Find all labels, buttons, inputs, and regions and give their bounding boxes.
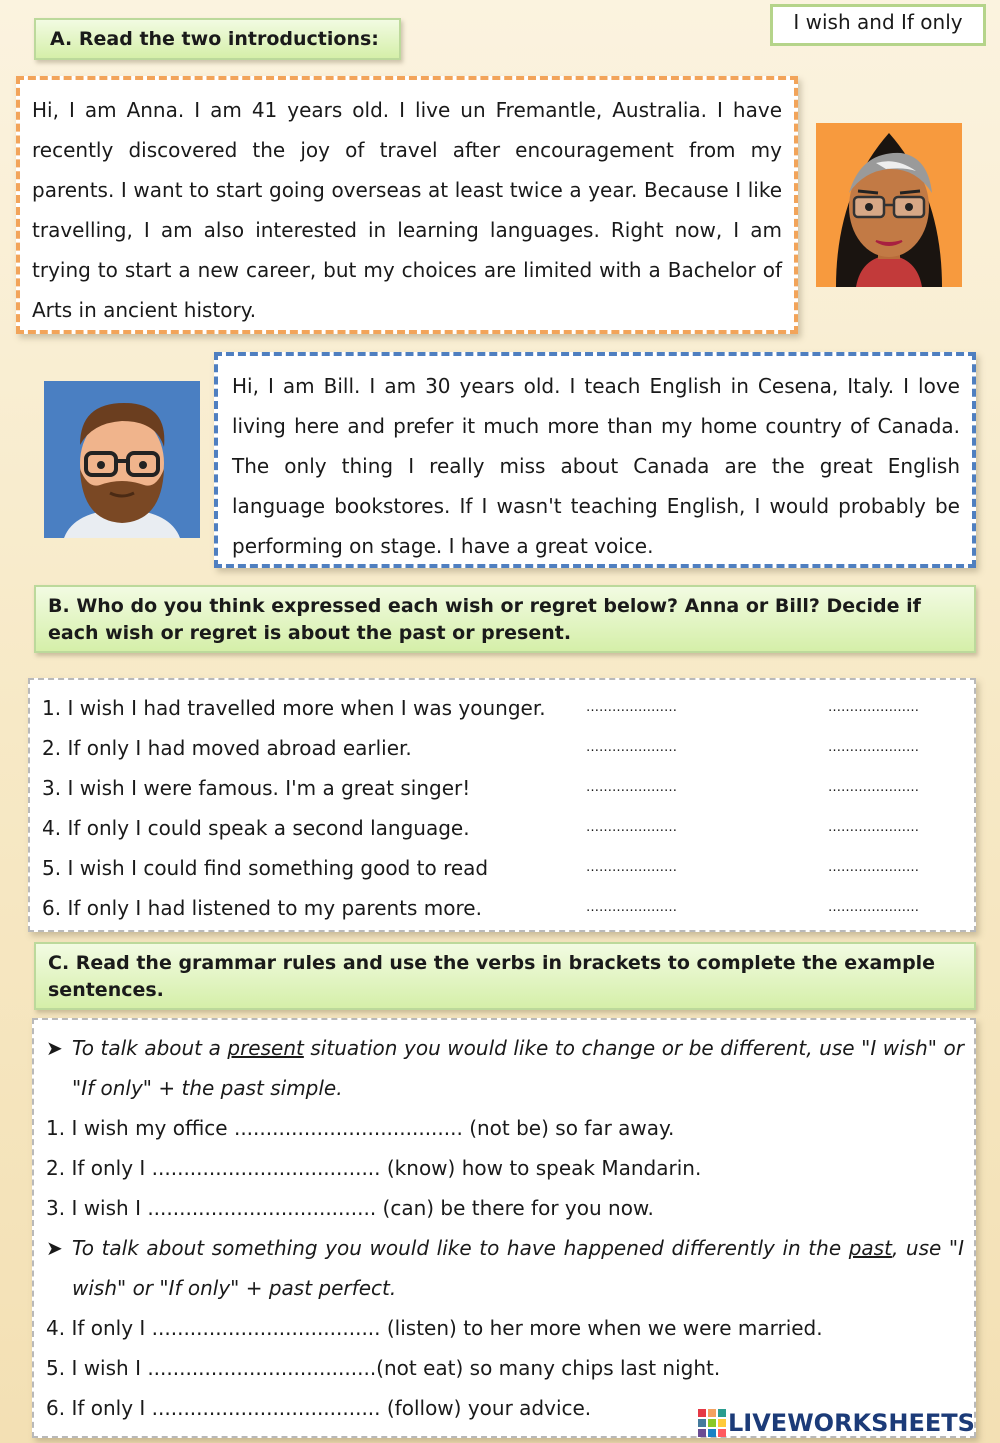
- question-row-5: [42, 848, 974, 888]
- example-5[interactable]: 5. I wish I ....................................(not eat) so many chips last night.: [46, 1356, 721, 1380]
- underlined-past: past: [848, 1236, 892, 1260]
- anna-intro-text: Hi, I am Anna. I am 41 years old. I live un Fremantle, Australia. I have recently discovered the joy of travel after encouragement from my parents. I want to start going overseas at least twice a year. Because I like travelling, I am also interested in learning languages. Right now, I am trying to start a new career, but my choices are limited with a Bachelor of Arts in ancient history.: [32, 98, 782, 322]
- worksheet-title: [770, 4, 986, 46]
- time-blank[interactable]: …………………: [828, 900, 919, 915]
- section-b-panel: [28, 678, 976, 932]
- who-blank[interactable]: …………………: [586, 740, 677, 755]
- liveworksheets-logo: [698, 1406, 998, 1440]
- section-b-heading-text: B. Who do you think expressed each wish or regret below? Anna or Bill? Decide if each wish or regret is about the past or present.: [48, 595, 921, 644]
- who-blank[interactable]: …………………: [586, 860, 677, 875]
- question-row-6: [42, 888, 974, 928]
- who-blank[interactable]: …………………: [586, 900, 677, 915]
- question-text: 4. If only I could speak a second language.: [42, 816, 470, 840]
- time-blank[interactable]: …………………: [828, 860, 919, 875]
- logo-icon: [698, 1409, 726, 1437]
- who-blank[interactable]: …………………: [586, 820, 677, 835]
- anna-avatar: [816, 123, 962, 287]
- time-blank[interactable]: …………………: [828, 740, 919, 755]
- example-2[interactable]: 2. If only I .................................... (know) how to speak Mandarin.: [46, 1156, 702, 1180]
- example-1[interactable]: 1. I wish my office .................................... (not be) so far away.: [46, 1116, 675, 1140]
- anna-avatar-image: [816, 123, 962, 287]
- time-blank[interactable]: …………………: [828, 780, 919, 795]
- question-text: 2. If only I had moved abroad earlier.: [42, 736, 412, 760]
- arrow-icon: ➤: [46, 1036, 63, 1060]
- who-blank[interactable]: …………………: [586, 780, 677, 795]
- rule-past: ➤ To talk about something you would like to have happened differently in the past, use "I wish" or "If only" + past perfect.: [46, 1228, 964, 1308]
- section-a-heading-text: A. Read the two introductions:: [50, 28, 379, 50]
- bill-avatar: [44, 381, 200, 538]
- underlined-present: present: [227, 1036, 304, 1060]
- question-row-4: [42, 808, 974, 848]
- question-row-1: [42, 688, 974, 728]
- section-c-heading: [34, 942, 976, 1010]
- who-blank[interactable]: …………………: [586, 700, 677, 715]
- bill-intro-text: Hi, I am Bill. I am 30 years old. I teach English in Cesena, Italy. I love living here and prefer it much more than my home country of Canada. The only thing I really miss about Canada are the great English language bookstores. If I wasn't teaching English, I would probably be performing on stage. I have a great voice.: [232, 374, 960, 558]
- worksheet-title-text: I wish and If only: [793, 10, 963, 34]
- bill-intro-box: [214, 352, 976, 568]
- anna-intro-box: [16, 76, 798, 334]
- question-text: 5. I wish I could find something good to read: [42, 856, 489, 880]
- question-text: 1. I wish I had travelled more when I was younger.: [42, 696, 546, 720]
- time-blank[interactable]: …………………: [828, 700, 919, 715]
- question-row-3: [42, 768, 974, 808]
- example-3[interactable]: 3. I wish I .................................... (can) be there for you now.: [46, 1196, 654, 1220]
- question-text: 6. If only I had listened to my parents more.: [42, 896, 482, 920]
- section-c-heading-text: C. Read the grammar rules and use the verbs in brackets to complete the example sentences.: [48, 952, 936, 1001]
- question-row-2: [42, 728, 974, 768]
- section-b-heading: [34, 585, 976, 653]
- bill-avatar-image: [44, 381, 200, 538]
- arrow-icon: ➤: [46, 1236, 63, 1260]
- logo-text: LIVEWORKSHEETS: [728, 1409, 975, 1437]
- section-a-heading: [34, 18, 401, 60]
- question-text: 3. I wish I were famous. I'm a great singer!: [42, 776, 471, 800]
- section-c-panel: [32, 1018, 976, 1438]
- rule-present: ➤ To talk about a present situation you would like to change or be different, use "I wish" or "If only" + the past simple.: [46, 1028, 964, 1108]
- example-6[interactable]: 6. If only I .................................... (follow) your advice.: [46, 1396, 592, 1420]
- example-4[interactable]: 4. If only I .................................... (listen) to her more when we were married.: [46, 1316, 823, 1340]
- time-blank[interactable]: …………………: [828, 820, 919, 835]
